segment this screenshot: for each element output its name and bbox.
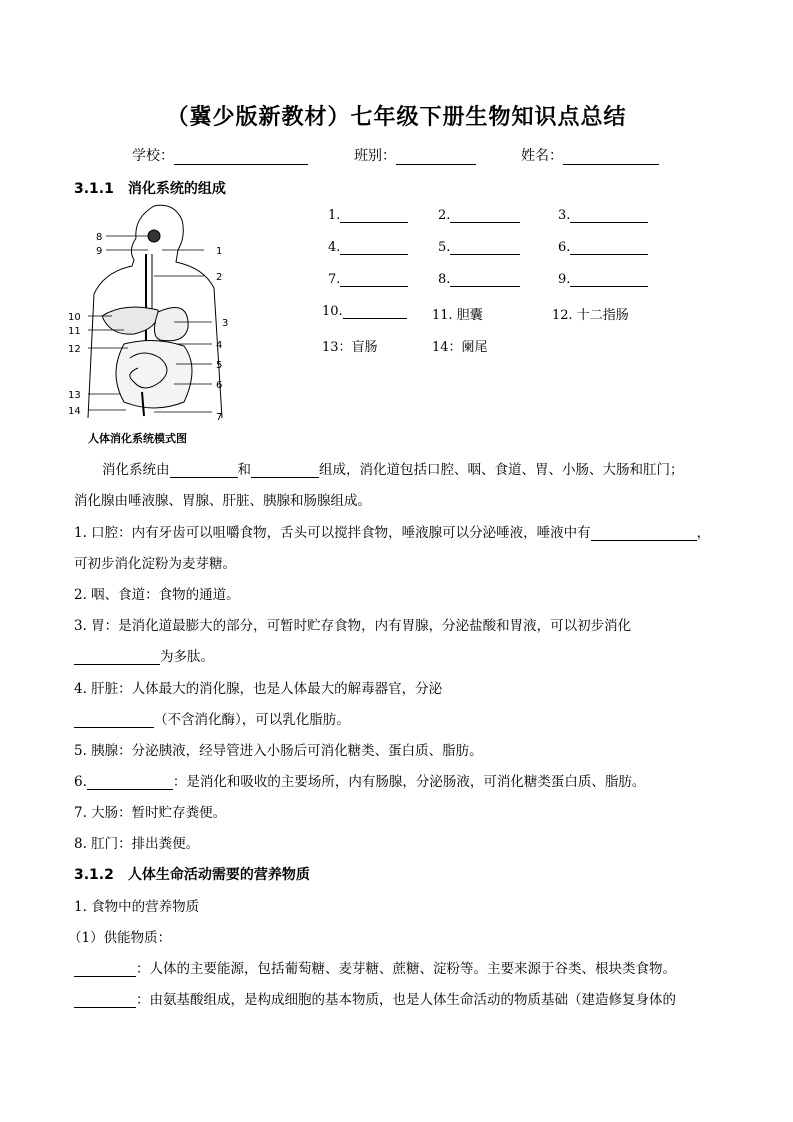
sugar-line: ：人体的主要能源，包括葡萄糖、麦芽糖、蔗糖、淀粉等。主要来源于谷类、根块类食物。 <box>74 957 676 977</box>
label-14: 14：阑尾 <box>432 340 488 355</box>
diagram-num-3: 3 <box>222 318 229 329</box>
label-9: 9. <box>558 272 648 287</box>
diagram-num-9: 9 <box>96 246 103 257</box>
diagram-num-8: 8 <box>96 232 103 243</box>
diagram-num-14: 14 <box>68 406 81 417</box>
nutrients-heading: 1. 食物中的营养物质 <box>74 899 200 915</box>
para-4-line-2: （不含消化酶），可以乳化脂肪。 <box>74 708 350 728</box>
name-blank[interactable] <box>563 150 659 165</box>
label-8: 8. <box>438 272 520 287</box>
para-3-line-1: 3. 胃：是消化道最膨大的部分，可暂时贮存食物，内有胃腺，分泌盐酸和胃液，可以初步消化 <box>74 618 632 634</box>
diagram-num-5: 5 <box>216 360 223 371</box>
label-7: 7. <box>328 272 408 287</box>
diagram-num-13: 13 <box>68 390 81 401</box>
label-11: 11. 胆囊 <box>432 308 483 323</box>
name-field <box>521 145 659 165</box>
intro-line-1: 消化系统由 和 组成，消化道包括口腔、咽、食道、胃、小肠、大肠和肛门； <box>102 462 684 478</box>
protein-line: ：由氨基酸组成，是构成细胞的基本物质，也是人体生命活动的物质基础（建造修复身体的 <box>74 988 676 1008</box>
diagram-num-2: 2 <box>216 272 223 283</box>
digestive-system-figure <box>64 198 244 448</box>
digestive-diagram <box>64 198 244 448</box>
section-heading-1: 3.1.1 消化系统的组成 <box>74 181 226 197</box>
label-6: 6. <box>558 240 648 255</box>
para-3-line-2: 为多肽。 <box>74 645 214 665</box>
label-13: 13：盲肠 <box>322 340 378 355</box>
diagram-num-4: 4 <box>216 340 223 351</box>
para-7: 7. 大肠：暂时贮存粪便。 <box>74 805 227 821</box>
diagram-num-11: 11 <box>68 326 81 337</box>
intro-line-2: 消化腺由唾液腺、胃腺、肝脏、胰腺和肠腺组成。 <box>74 493 371 509</box>
para-1-line-2: 可初步消化淀粉为麦芽糖。 <box>74 556 236 572</box>
label-5: 5. <box>438 240 520 255</box>
label-10: 10. <box>322 304 407 319</box>
page-title: （冀少版新教材）七年级下册生物知识点总结 <box>166 105 627 130</box>
section-heading-2: 3.1.2 人体生命活动需要的营养物质 <box>74 867 310 883</box>
para-6: 6. ：是消化和吸收的主要场所，内有肠腺，分泌肠液，可消化糖类蛋白质、脂肪。 <box>74 774 646 790</box>
label-3: 3. <box>558 208 648 223</box>
label-12: 12. 十二指肠 <box>552 308 629 323</box>
diagram-num-7: 7 <box>216 412 223 423</box>
class-blank[interactable] <box>396 150 476 165</box>
school-field <box>132 145 308 165</box>
diagram-num-10: 10 <box>68 312 81 323</box>
para-4-line-1: 4. 肝脏：人体最大的消化腺，也是人体最大的解毒器官，分泌 <box>74 681 443 697</box>
para-2: 2. 咽、食道：食物的通道。 <box>74 587 240 603</box>
label-1: 1. <box>328 208 408 223</box>
para-5: 5. 胰腺：分泌胰液，经导管进入小肠后可消化糖类、蛋白质、脂肪。 <box>74 743 483 759</box>
diagram-num-12: 12 <box>68 344 81 355</box>
class-label: 班别： <box>354 148 396 164</box>
diagram-num-1: 1 <box>216 246 223 257</box>
para-1-line-1: 1. 口腔：内有牙齿可以咀嚼食物，舌头可以搅拌食物，唾液腺可以分泌唾液，唾液中有 ， <box>74 525 711 541</box>
label-4: 4. <box>328 240 408 255</box>
diagram-caption: 人体消化系统模式图 <box>88 432 187 445</box>
para-8: 8. 肛门：排出粪便。 <box>74 836 200 852</box>
label-2: 2. <box>438 208 520 223</box>
school-label: 学校： <box>132 148 174 164</box>
school-blank[interactable] <box>174 150 308 165</box>
diagram-num-6: 6 <box>216 380 223 391</box>
name-label: 姓名： <box>521 148 563 164</box>
energy-substances-heading: （1）供能物质： <box>68 930 172 946</box>
class-field <box>354 145 476 165</box>
